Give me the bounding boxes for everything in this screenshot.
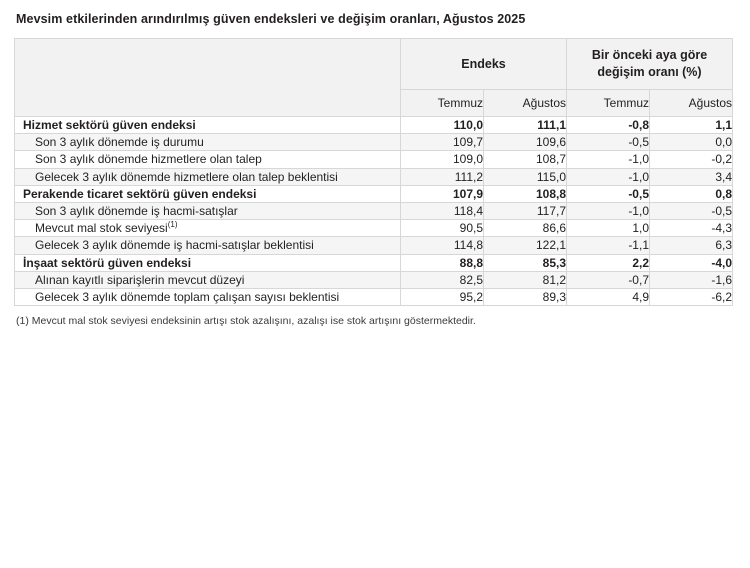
header-group-index: Endeks (401, 39, 567, 90)
row-value-change-july: -0,5 (567, 134, 650, 151)
table-row (15, 185, 733, 202)
row-label: Son 3 aylık dönemde iş durumu (15, 134, 401, 151)
row-label (15, 220, 401, 237)
row-label: Son 3 aylık dönemde hizmetlere olan talep (15, 151, 401, 168)
table-row (15, 202, 733, 219)
table-header-group-row (15, 39, 733, 90)
row-value-index-july: 90,5 (401, 220, 484, 237)
row-value-index-july: 95,2 (401, 288, 484, 305)
row-label: İnşaat sektörü güven endeksi (15, 254, 401, 271)
header-group-change (567, 39, 733, 90)
row-value-index-july: 82,5 (401, 271, 484, 288)
row-label-text: Mevcut mal stok seviyesi (35, 221, 168, 236)
row-value-index-august: 109,6 (484, 134, 567, 151)
table-row (15, 288, 733, 305)
row-value-change-august: -6,2 (650, 288, 733, 305)
table-row (15, 151, 733, 168)
row-value-change-july: 4,9 (567, 288, 650, 305)
header-index-july: Temmuz (401, 90, 484, 117)
row-value-change-july: -0,8 (567, 117, 650, 134)
header-change-july: Temmuz (567, 90, 650, 117)
row-label-footnote-marker: (1) (167, 220, 178, 230)
row-value-change-august: -4,3 (650, 220, 733, 237)
row-value-index-august: 89,3 (484, 288, 567, 305)
row-value-change-august: -0,2 (650, 151, 733, 168)
table-row (15, 254, 733, 271)
header-change-august: Ağustos (650, 90, 733, 117)
row-value-index-july: 107,9 (401, 185, 484, 202)
row-value-change-july: 1,0 (567, 220, 650, 237)
row-value-index-july: 109,7 (401, 134, 484, 151)
row-value-index-july: 114,8 (401, 237, 484, 254)
row-value-index-august: 117,7 (484, 202, 567, 219)
table-row (15, 117, 733, 134)
row-value-change-august: -0,5 (650, 202, 733, 219)
row-value-change-august: 0,0 (650, 134, 733, 151)
row-label: Hizmet sektörü güven endeksi (15, 117, 401, 134)
row-value-change-july: -1,0 (567, 168, 650, 185)
row-value-index-july: 111,2 (401, 168, 484, 185)
row-value-change-july: -1,1 (567, 237, 650, 254)
row-value-index-august: 122,1 (484, 237, 567, 254)
row-value-change-july: -1,0 (567, 151, 650, 168)
table-body (15, 117, 733, 306)
row-label: Perakende ticaret sektörü güven endeksi (15, 185, 401, 202)
row-value-index-august: 108,8 (484, 185, 567, 202)
row-value-index-august: 85,3 (484, 254, 567, 271)
row-value-index-august: 115,0 (484, 168, 567, 185)
header-index-august: Ağustos (484, 90, 567, 117)
row-value-change-august: -1,6 (650, 271, 733, 288)
row-value-index-july: 110,0 (401, 117, 484, 134)
row-value-change-july: -0,7 (567, 271, 650, 288)
row-value-change-july: 2,2 (567, 254, 650, 271)
table-row (15, 168, 733, 185)
row-value-change-july: -0,5 (567, 185, 650, 202)
row-value-index-july: 118,4 (401, 202, 484, 219)
row-value-change-august: 1,1 (650, 117, 733, 134)
row-value-index-august: 111,1 (484, 117, 567, 134)
table-row (15, 134, 733, 151)
header-corner-blank (15, 39, 401, 117)
table-row (15, 220, 733, 237)
row-value-index-august: 86,6 (484, 220, 567, 237)
row-label: Alınan kayıtlı siparişlerin mevcut düzeyi (15, 271, 401, 288)
table-header (15, 39, 733, 117)
row-label: Gelecek 3 aylık dönemde hizmetlere olan talep beklentisi (15, 168, 401, 185)
row-value-change-august: 0,8 (650, 185, 733, 202)
row-value-index-august: 81,2 (484, 271, 567, 288)
row-label: Son 3 aylık dönemde iş hacmi-satışlar (15, 202, 401, 219)
row-value-change-july: -1,0 (567, 202, 650, 219)
confidence-index-table (14, 38, 733, 306)
row-value-change-august: 3,4 (650, 168, 733, 185)
page-title: Mevsim etkilerinden arındırılmış güven endeksleri ve değişim oranları, Ağustos 2025 (16, 12, 526, 26)
row-value-change-august: -4,0 (650, 254, 733, 271)
row-label: Gelecek 3 aylık dönemde iş hacmi-satışlar beklentisi (15, 237, 401, 254)
row-value-change-august: 6,3 (650, 237, 733, 254)
row-value-index-august: 108,7 (484, 151, 567, 168)
row-label: Gelecek 3 aylık dönemde toplam çalışan sayısı beklentisi (15, 288, 401, 305)
table-row (15, 237, 733, 254)
table-row (15, 271, 733, 288)
header-group-change-line1: Bir önceki aya göre (591, 48, 708, 63)
header-group-change-line2: değişim oranı (%) (597, 65, 702, 79)
table-footnote: (1) Mevcut mal stok seviyesi endeksinin artışı stok azalışını, azalışı ise stok artışını göstermektedir. (16, 315, 476, 328)
row-value-index-july: 88,8 (401, 254, 484, 271)
row-value-index-july: 109,0 (401, 151, 484, 168)
